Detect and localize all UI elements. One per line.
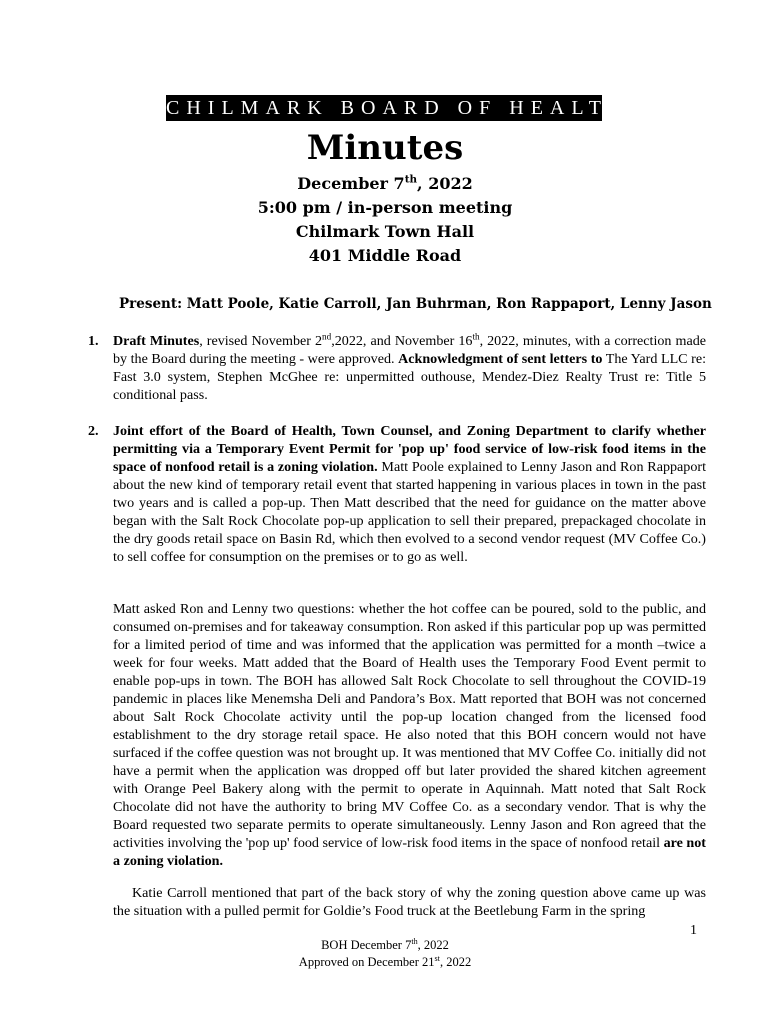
meeting-time: 5:00 pm / in-person meeting [257,198,513,217]
item-body: Joint effort of the Board of Health, Town Counsel, and Zoning Department to clarify whether permitting via a Temporary Event Permit for 'pop up' food service of low-risk food items in the space of nonfood retail is a zoning violation. Matt Poole explained to Lenny Jason and Ron Rappaport about the new kind of temporary retail event that started happening in various places in town in the past two years and is called a pop-up. Then Matt described that the need for guidance on the matter above began with the Salt Rock Chocolate pop-up application to sell their prepared, prepackaged chocolate in the dry goods retail space on Basin Rd, which then evolved to a second vendor request (MV Coffee Co.) to sell coffee for consumption on the premises or to go as well. [113,423,706,565]
footer-approval: Approved on December 21st, 2022 [298,953,472,969]
page-number: 1 [690,923,697,938]
footer-meeting: BOH December 7th, 2022 [321,936,449,952]
agenda-item-1 [88,332,706,404]
discussion-paragraph: Matt asked Ron and Lenny two questions: whether the hot coffee can be poured, sold to the public, and consumed on-premises and for takeaway consumption. Ron asked if this particular pop up was permitted for a limited period of time and was informed that the application was permitted for a month –twice a week for four weeks. Matt added that the Board of Health uses the Temporary Food Event permit to enable pop-ups in town. The BOH has allowed Salt Rock Chocolate to sell throughout the COVID-19 pandemic in places like Menemsha Deli and Pandora’s Box. Matt reported that BOH was not concerned about Salt Rock Chocolate activity until the pop-up location changed from the licensed food establishment to the dry storage retail space. He also noted that this BOH concern would not have surfaced if the coffee question was not brought up. It was mentioned that MV Coffee Co. initially did not have a permit when the application was dropped off but later provided the shared kitchen agreement with Orange Peel Bakery along with the permit to operate in Aquinnah. Matt noted that Salt Rock Chocolate did not have the authority to bring MV Coffee Co. as a secondary vendor. That is why the Board requested two separate permits to operate simultaneously. Lenny Jason and Ron agreed that the activities involving the 'pop up' food service of low-risk food items in the space of nonfood retail are not a zoning violation. [113,601,706,869]
item-number: 2. [88,423,99,439]
followup-paragraph: Katie Carroll mentioned that part of the back story of why the zoning question above came up was the situation with a pulled permit for Goldie’s Food truck at the Beetlebung Farm in the spring [113,885,706,919]
meeting-date: December 7th, 2022 [297,173,473,193]
agenda-item-2 [88,422,706,566]
attendees-line: Present: Matt Poole, Katie Carroll, Jan Buhrman, Ron Rappaport, Lenny Jason [119,296,712,312]
item-number: 1. [88,333,99,349]
meeting-address: 401 Middle Road [308,246,462,265]
board-banner: CHILMARK BOARD OF HEALTH [166,97,630,119]
meeting-location: Chilmark Town Hall [295,222,475,241]
item-body: Draft Minutes, revised November 2nd,2022, and November 16th, 2022, minutes, with a correction made by the Board during the meeting - were approved. Acknowledgment of sent letters to The Yard LLC re: Fast 3.0 system, Stephen McGhee re: unpermitted outhouse, Mendez-Diez Realty Trust re: Title 5 conditional pass. [113,331,707,403]
document-title: Minutes [306,128,464,168]
